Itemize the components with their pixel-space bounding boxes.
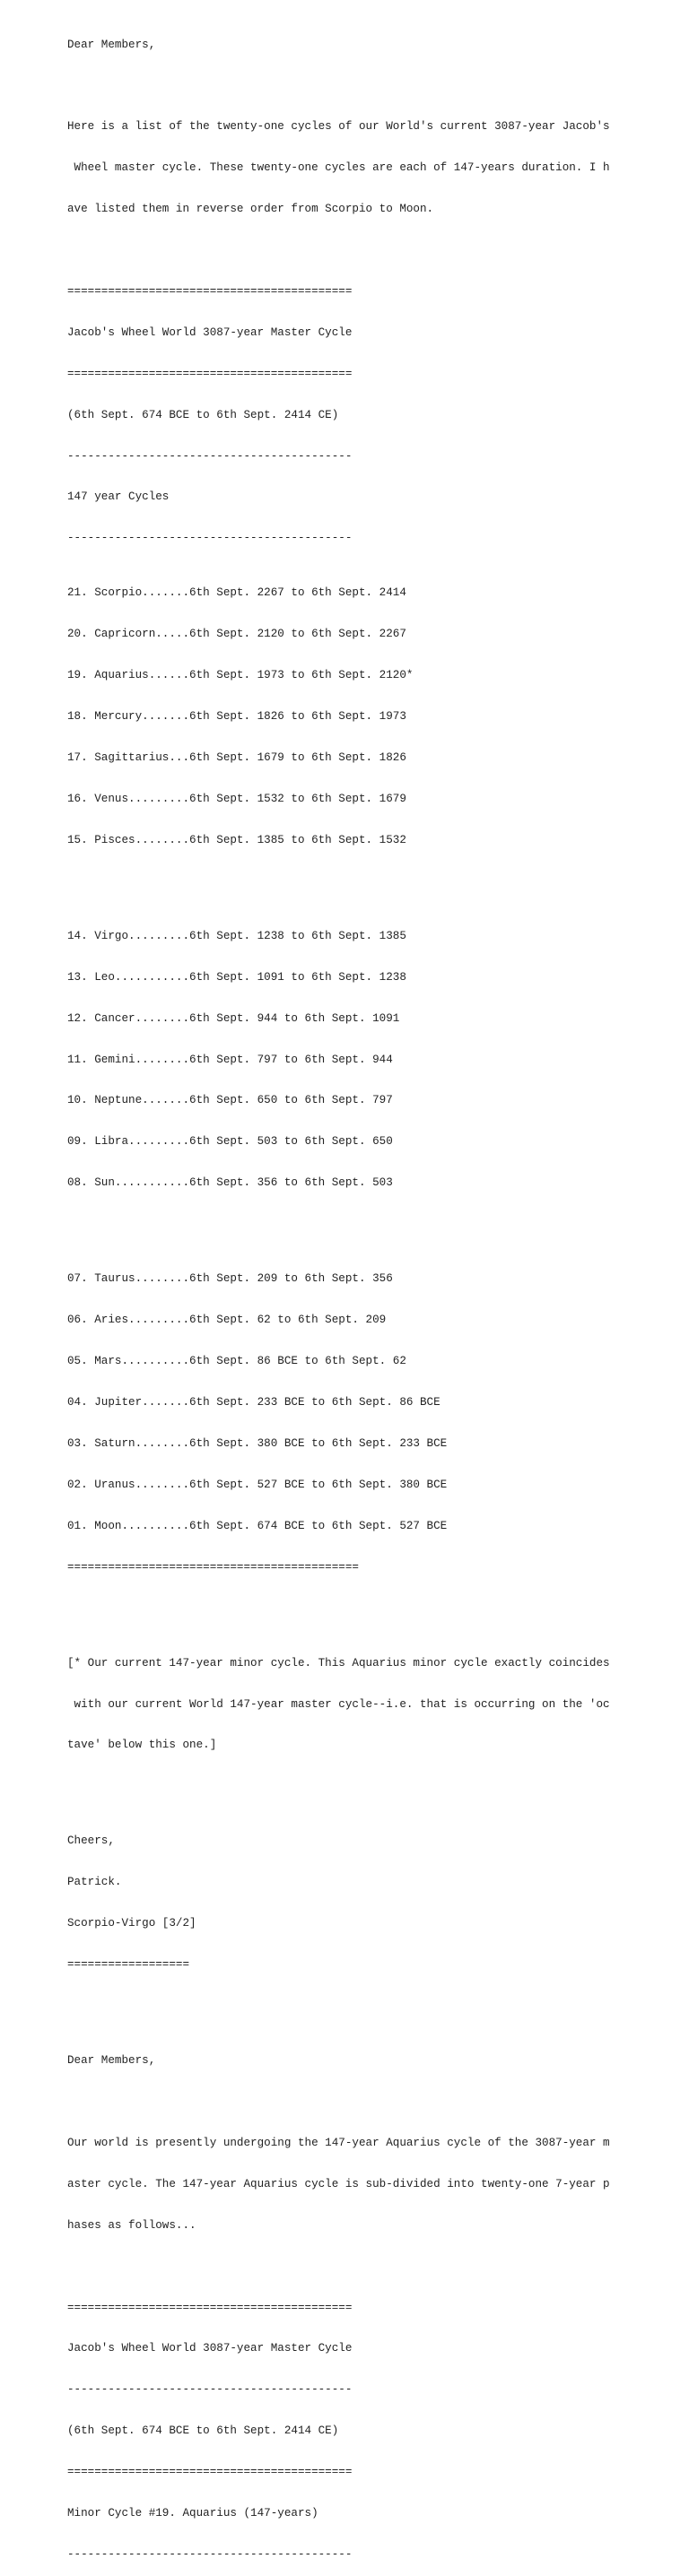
spacer	[67, 244, 677, 257]
cycles-label: 147 year Cycles	[67, 490, 170, 504]
footnote-line: tave' below this one.]	[67, 1739, 217, 1752]
divider-double: ==========================================	[67, 2301, 353, 2314]
divider-single: ------------------------------------------	[67, 449, 353, 463]
spacer	[67, 1780, 677, 1793]
cycle-row: 20. Capricorn.....6th Sept. 2120 to 6th Sept. 2267	[67, 628, 406, 641]
cycle-row: 09. Libra.........6th Sept. 503 to 6th Sept. 650	[67, 1135, 393, 1149]
divider-double: ==========================================	[67, 2466, 353, 2479]
cycle-row: 16. Venus.........6th Sept. 1532 to 6th Sept. 1679	[67, 792, 406, 805]
intro-line: Our world is presently undergoing the 147-year Aquarius cycle of the 3087-year m	[67, 2137, 610, 2150]
master-cycle-range: (6th Sept. 674 BCE to 6th Sept. 2414 CE)	[67, 408, 339, 421]
cycle-row: 03. Saturn........6th Sept. 380 BCE to 6th Sept. 233 BCE	[67, 1436, 448, 1450]
cycle-row: 02. Uranus........6th Sept. 527 BCE to 6th Sept. 380 BCE	[67, 1478, 448, 1491]
divider-double: ==========================================	[67, 367, 353, 380]
divider-single: ------------------------------------------	[67, 2383, 353, 2397]
intro-line: ave listed them in reverse order from Scorpio to Moon.	[67, 203, 434, 216]
cycle-row: 04. Jupiter.......6th Sept. 233 BCE to 6th Sept. 86 BCE	[67, 1395, 440, 1409]
cycle-row: 21. Scorpio.......6th Sept. 2267 to 6th Sept. 2414	[67, 586, 406, 600]
footnote-line: with our current World 147-year master cycle--i.e. that is occurring on the 'oc	[67, 1697, 610, 1711]
cycle-row: 17. Sagittarius...6th Sept. 1679 to 6th Sept. 1826	[67, 751, 406, 765]
master-cycle-title: Jacob's Wheel World 3087-year Master Cycle	[67, 325, 353, 339]
cycle-row: 19. Aquarius......6th Sept. 1973 to 6th Sept. 2120*	[67, 669, 414, 682]
spacer	[67, 1218, 677, 1231]
cycle-row: 06. Aries.........6th Sept. 62 to 6th Sept. 209	[67, 1314, 387, 1327]
greeting: Dear Members,	[67, 2054, 156, 2068]
spacer	[67, 79, 677, 92]
intro-line: Wheel master cycle. These twenty-one cycles are each of 147-years duration. I h	[67, 161, 610, 175]
intro-line: aster cycle. The 147-year Aquarius cycle is sub-divided into twenty-one 7-year p	[67, 2177, 610, 2190]
spacer	[67, 1601, 677, 1615]
master-cycle-range: (6th Sept. 674 BCE to 6th Sept. 2414 CE)	[67, 2424, 339, 2438]
divider-single: ------------------------------------------	[67, 532, 353, 545]
cycle-row: 14. Virgo.........6th Sept. 1238 to 6th Sept. 1385	[67, 929, 406, 942]
master-cycle-title: Jacob's Wheel World 3087-year Master Cycle	[67, 2342, 353, 2355]
spacer	[67, 2095, 677, 2109]
divider-double: ===========================================	[67, 1560, 359, 1574]
cycle-row: 07. Taurus........6th Sept. 209 to 6th Sept. 356	[67, 1272, 393, 1286]
cycle-row: 05. Mars..........6th Sept. 86 BCE to 6th Sept. 62	[67, 1355, 406, 1368]
intro-line: Here is a list of the twenty-one cycles of our World's current 3087-year Jacob's	[67, 120, 610, 134]
footnote-line: [* Our current 147-year minor cycle. This Aquarius minor cycle exactly coincides	[67, 1656, 610, 1670]
cycle-row: 08. Sun...........6th Sept. 356 to 6th Sept. 503	[67, 1176, 393, 1190]
minor-cycle-label: Minor Cycle #19. Aquarius (147-years)	[67, 2507, 318, 2520]
email-digest-document	[67, 11, 677, 2576]
cycle-row: 11. Gemini........6th Sept. 797 to 6th Sept. 944	[67, 1053, 393, 1066]
cycle-row: 12. Cancer........6th Sept. 944 to 6th Sept. 1091	[67, 1011, 400, 1025]
spacer	[67, 875, 677, 889]
cycle-row: 15. Pisces........6th Sept. 1385 to 6th Sept. 1532	[67, 833, 406, 846]
intro-line: hases as follows...	[67, 2218, 196, 2232]
signoff-line: Scorpio-Virgo [3/2]	[67, 1917, 196, 1930]
cycle-row: 10. Neptune.......6th Sept. 650 to 6th Sept. 797	[67, 1094, 393, 1107]
greeting: Dear Members,	[67, 38, 156, 51]
cycle-row: 18. Mercury.......6th Sept. 1826 to 6th Sept. 1973	[67, 710, 406, 724]
spacer	[67, 1999, 677, 2013]
cycle-row: 13. Leo...........6th Sept. 1091 to 6th Sept. 1238	[67, 970, 406, 984]
divider-single: ------------------------------------------	[67, 2547, 353, 2561]
divider-double: ==================	[67, 1958, 190, 1972]
cycle-row: 01. Moon..........6th Sept. 674 BCE to 6th Sept. 527 BCE	[67, 1519, 448, 1532]
divider-double: ==========================================	[67, 284, 353, 298]
signoff-line: Patrick.	[67, 1876, 122, 1889]
spacer	[67, 2260, 677, 2274]
signoff-line: Cheers,	[67, 1834, 115, 1848]
